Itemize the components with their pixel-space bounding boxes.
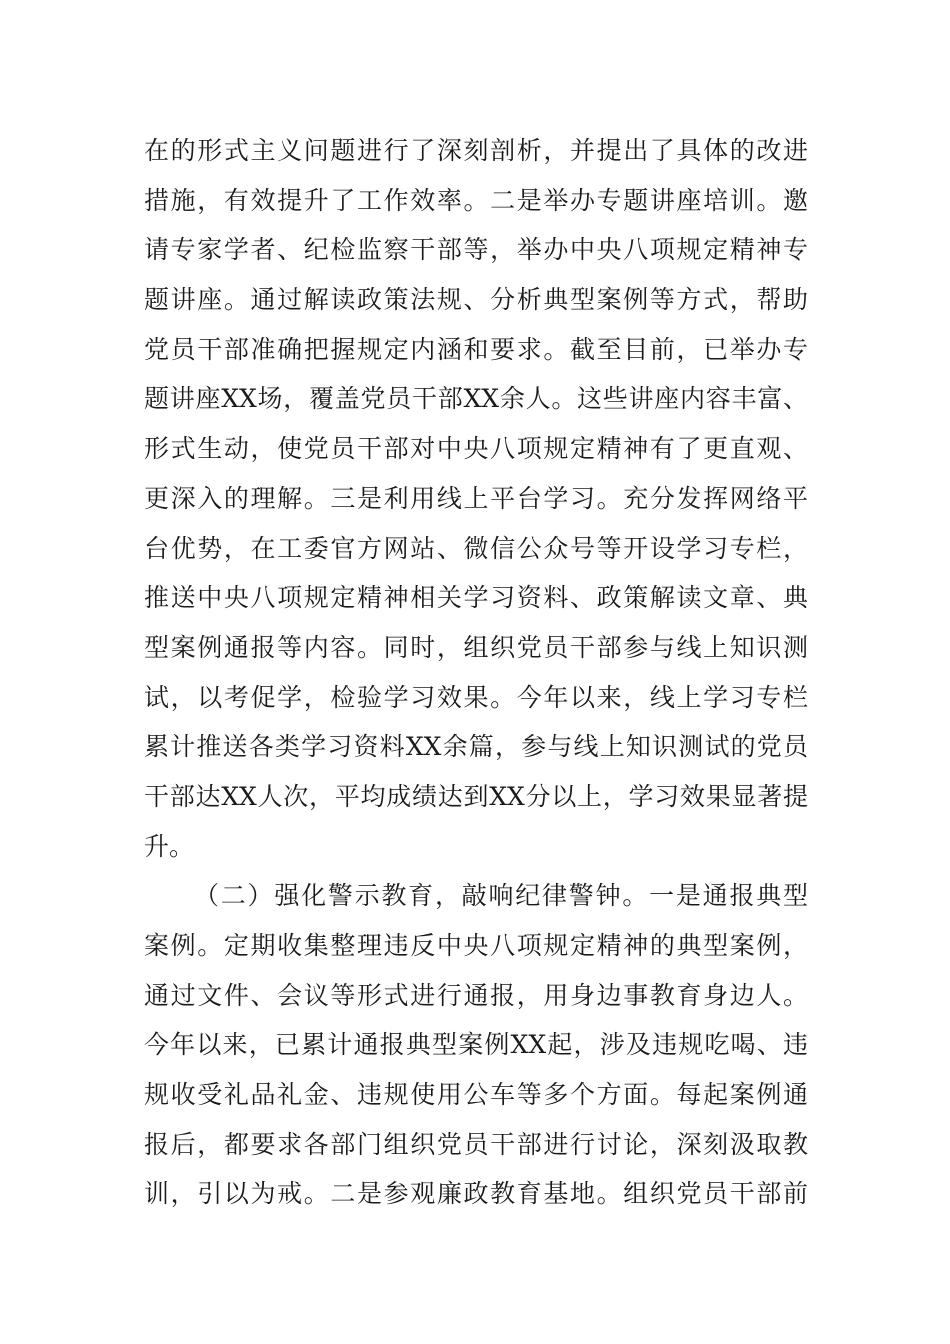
- text-line: 今年以来，已累计通报典型案例XX起，涉及违规吃喝、违: [144, 1030, 808, 1060]
- text-line: 累计推送各类学习资料XX余篇，参与线上知识测试的党员: [144, 732, 808, 762]
- text-line: （二）强化警示教育，敲响纪律警钟。一是通报典型: [194, 881, 808, 911]
- text-line: 报后，都要求各部门组织党员干部进行讨论，深刻汲取教: [144, 1129, 808, 1159]
- text-line: 形式生动，使党员干部对中央八项规定精神有了更直观、: [144, 434, 808, 464]
- text-line: 训，引以为戒。二是参观廉政教育基地。组织党员干部前: [144, 1179, 808, 1209]
- text-line: 请专家学者、纪检监察干部等，举办中央八项规定精神专: [144, 235, 808, 265]
- text-line: 型案例通报等内容。同时，组织党员干部参与线上知识测: [144, 632, 808, 662]
- text-line: 题讲座XX场，覆盖党员干部XX余人。这些讲座内容丰富、: [144, 384, 808, 414]
- text-line: 规收受礼品礼金、违规使用公车等多个方面。每起案例通: [144, 1080, 808, 1110]
- text-line: 升。: [144, 831, 195, 861]
- text-line: 在的形式主义问题进行了深刻剖析，并提出了具体的改进: [144, 136, 808, 165]
- text-line: 更深入的理解。三是利用线上平台学习。充分发挥网络平: [144, 483, 808, 513]
- text-line: 措施，有效提升了工作效率。二是举办专题讲座培训。邀: [144, 185, 808, 215]
- text-line: 党员干部准确把握规定内涵和要求。截至目前，已举办专: [144, 334, 808, 364]
- paragraph-1: [144, 126, 808, 871]
- text-line: 干部达XX人次，平均成绩达到XX分以上，学习效果显著提: [144, 781, 808, 811]
- body-text: [144, 126, 808, 1219]
- text-line: 案例。定期收集整理违反中央八项规定精神的典型案例，: [144, 931, 808, 960]
- paragraph-2: [144, 871, 808, 1219]
- text-line: 题讲座。通过解读政策法规、分析典型案例等方式，帮助: [144, 285, 808, 315]
- text-line: 通过文件、会议等形式进行通报，用身边事教育身边人。: [144, 980, 808, 1010]
- text-line: 试，以考促学，检验学习效果。今年以来，线上学习专栏: [144, 682, 808, 712]
- text-line: 推送中央八项规定精神相关学习资料、政策解读文章、典: [144, 583, 808, 613]
- text-line: 台优势，在工委官方网站、微信公众号等开设学习专栏，: [144, 533, 808, 563]
